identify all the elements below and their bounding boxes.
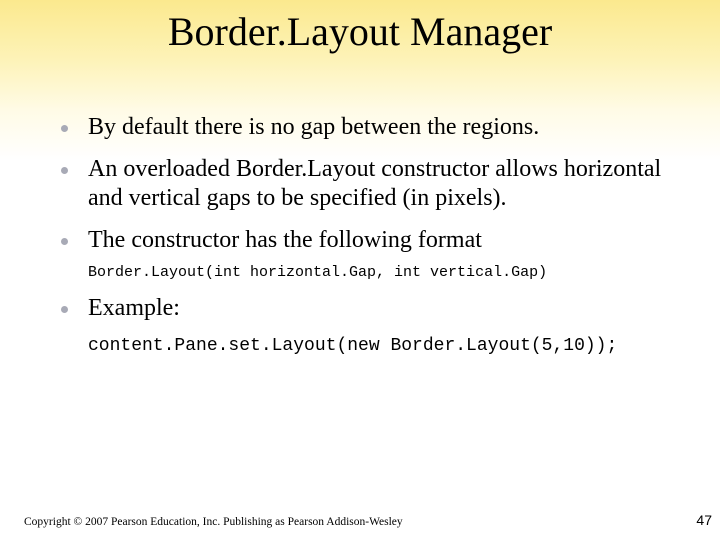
- bullet-dot-icon: [61, 125, 68, 132]
- bullet-dot-icon: [61, 167, 68, 174]
- copyright-footer: Copyright © 2007 Pearson Education, Inc. Publishing as Pearson Addison-Wesley: [24, 516, 403, 528]
- slide-content: [56, 113, 696, 356]
- bullet-item: [56, 113, 696, 142]
- bullet-text: Example:: [88, 295, 180, 321]
- bullet-dot-icon: [61, 306, 68, 313]
- bullet-text: An overloaded Border.Layout constructor allows horizontal and vertical gaps to be specified (in pixels).: [88, 156, 662, 211]
- example-code: content.Pane.set.Layout(new Border.Layout(5,10));: [88, 336, 618, 356]
- bullet-text: By default there is no gap between the regions.: [88, 114, 540, 140]
- page-number: 47: [696, 512, 712, 528]
- bullet-item: [56, 294, 696, 323]
- bullet-item: [56, 226, 696, 255]
- slide-title: Border.Layout Manager: [167, 9, 553, 54]
- bullet-dot-icon: [61, 238, 68, 245]
- bullet-item: [56, 155, 696, 213]
- bullet-text: The constructor has the following format: [88, 227, 482, 253]
- constructor-code: Border.Layout(int horizontal.Gap, int vertical.Gap): [88, 264, 548, 281]
